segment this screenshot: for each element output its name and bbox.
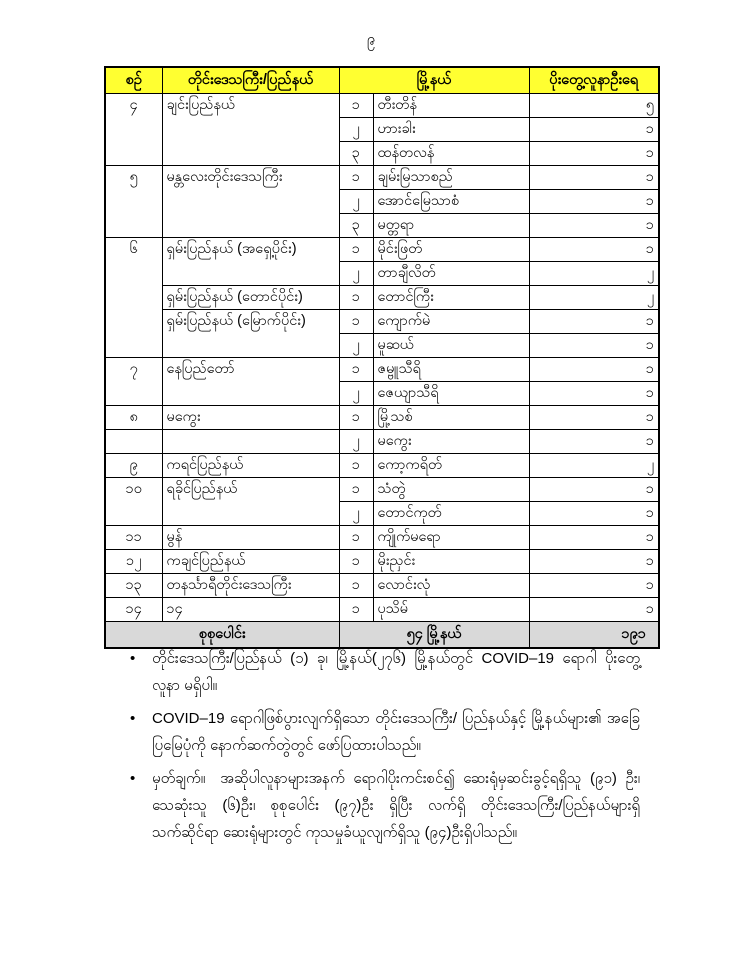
township-cell: မကွေး — [373, 430, 529, 454]
notes-list — [130, 645, 640, 852]
serial-cell: ၈ — [105, 406, 162, 430]
township-cell: အောင်မြေသာစံ — [373, 190, 529, 214]
cases-cell: ၂ — [529, 286, 659, 310]
township-no-cell: ၂ — [339, 262, 373, 286]
table-row — [105, 526, 659, 550]
cases-cell: ၁ — [529, 334, 659, 358]
cases-cell: ၂ — [529, 454, 659, 478]
region-cell: တနင်္သာရီတိုင်းဒေသကြီး — [162, 574, 339, 598]
region-cell: ရှမ်းပြည်နယ် (အရှေ့ပိုင်း) — [162, 238, 339, 286]
table-row — [105, 94, 659, 118]
region-cell — [162, 430, 339, 454]
col-header-township: မြို့နယ် — [339, 67, 529, 94]
township-cell: တီးတိန် — [373, 94, 529, 118]
township-no-cell: ၁ — [339, 286, 373, 310]
cases-cell: ၁ — [529, 478, 659, 502]
cases-cell: ၁ — [529, 598, 659, 622]
township-no-cell: ၁ — [339, 238, 373, 262]
table-row — [105, 238, 659, 262]
table-row — [105, 574, 659, 598]
serial-cell: ၁၀ — [105, 478, 162, 526]
serial-cell: ၉ — [105, 454, 162, 478]
region-cell: ရှမ်းပြည်နယ် (တောင်ပိုင်း) — [162, 286, 339, 310]
table-row — [105, 166, 659, 190]
township-no-cell: ၂ — [339, 502, 373, 526]
township-no-cell: ၁ — [339, 406, 373, 430]
cases-cell: ၁ — [529, 430, 659, 454]
township-cell: မတ္တရာ — [373, 214, 529, 238]
cases-cell: ၁ — [529, 142, 659, 166]
region-cell: ၁၄ — [162, 598, 339, 622]
total-cases-cell: ၁၉၁ — [529, 622, 659, 649]
region-cell: မန္တလေးတိုင်းဒေသကြီး — [162, 166, 339, 238]
table-row — [105, 454, 659, 478]
cases-cell: ၁ — [529, 382, 659, 406]
township-cell: ဟားခါး — [373, 118, 529, 142]
total-townships-cell: ၅၄ မြို့နယ် — [339, 622, 529, 649]
region-cell: ရှမ်းပြည်နယ် (မြောက်ပိုင်း) — [162, 310, 339, 358]
cases-cell: ၁ — [529, 190, 659, 214]
table-row — [105, 478, 659, 502]
township-no-cell: ၁ — [339, 454, 373, 478]
township-cell: ပုသိမ် — [373, 598, 529, 622]
region-cell: ရခိုင်ပြည်နယ် — [162, 478, 339, 526]
township-cell: လောင်းလုံ — [373, 574, 529, 598]
township-no-cell: ၁ — [339, 526, 373, 550]
serial-cell: ၁၂ — [105, 550, 162, 574]
cases-cell: ၂ — [529, 262, 659, 286]
cases-cell: ၁ — [529, 502, 659, 526]
table-row — [105, 598, 659, 622]
cases-cell: ၁ — [529, 310, 659, 334]
township-no-cell: ၁ — [339, 598, 373, 622]
region-cell: မကွေး — [162, 406, 339, 430]
table-row — [105, 406, 659, 430]
cases-cell: ၁ — [529, 406, 659, 430]
col-header-cases: ပိုးတွေ့လူနာဦးရေ — [529, 67, 659, 94]
bullet-marker: • — [130, 650, 136, 667]
note-text: COVID–19 ရောဂါဖြစ်ပွားလျက်ရှိသော တိုင်းဒေသကြီး/ ပြည်နယ်နှင့် မြို့နယ်များ၏ အခြေပြမြေပုံကို နောက်ဆက်တွဲတွင် ဖော်ပြထားပါသည်။ — [152, 710, 640, 754]
serial-cell — [105, 430, 162, 454]
table-header-row — [105, 67, 659, 94]
township-cell: မိုင်းဖြတ် — [373, 238, 529, 262]
township-cell: တာချီလိတ် — [373, 262, 529, 286]
serial-cell: ၅ — [105, 166, 162, 238]
township-cell: သံတွဲ — [373, 478, 529, 502]
township-no-cell: ၁ — [339, 550, 373, 574]
region-cell: မွန် — [162, 526, 339, 550]
township-cell: မူဆယ် — [373, 334, 529, 358]
page-number: ၉ — [366, 31, 376, 48]
cases-cell: ၁ — [529, 118, 659, 142]
township-no-cell: ၁ — [339, 358, 373, 382]
cases-cell: ၁ — [529, 550, 659, 574]
region-cell: ချင်းပြည်နယ် — [162, 94, 339, 166]
serial-cell: ၁၃ — [105, 574, 162, 598]
township-no-cell: ၃ — [339, 142, 373, 166]
cases-cell: ၁ — [529, 574, 659, 598]
cases-cell: ၁ — [529, 358, 659, 382]
township-cell: ကော့ကရိတ် — [373, 454, 529, 478]
note-text: မှတ်ချက်။ အဆိုပါလူနာများအနက် ရောဂါပိုးကင်းစင်၍ ဆေးရုံမှဆင်းခွင့်ရရှိသူ (၉၁) ဦး၊ သေဆုံးသူ (၆)ဦး၊ စုစုပေါင်း (၉၇)ဦး ရှိပြီး လက်ရှိ တိုင်းဒေသကြီး/ပြည်နယ်များရှိ သက်ဆိုင်ရာ ဆေးရုံများတွင် ကုသမှုခံယူလျက်ရှိသူ (၉၄)ဦးရှိပါသည်။ — [152, 770, 640, 841]
serial-cell: ၇ — [105, 358, 162, 406]
region-cell: ကချင်ပြည်နယ် — [162, 550, 339, 574]
township-cell: ဇမ္ဗူသီရိ — [373, 358, 529, 382]
note-item — [130, 765, 640, 846]
table-row — [105, 310, 659, 334]
township-no-cell: ၁ — [339, 310, 373, 334]
region-cell: ကရင်ပြည်နယ် — [162, 454, 339, 478]
table-row — [105, 430, 659, 454]
serial-cell: ၁၁ — [105, 526, 162, 550]
cases-cell: ၁ — [529, 166, 659, 190]
township-cell: မြို့သစ် — [373, 406, 529, 430]
cases-cell: ၁ — [529, 238, 659, 262]
serial-cell: ၆ — [105, 238, 162, 358]
township-no-cell: ၁ — [339, 574, 373, 598]
region-cell: နေပြည်တော် — [162, 358, 339, 406]
township-no-cell: ၂ — [339, 118, 373, 142]
township-cell: မိုးညှင်း — [373, 550, 529, 574]
township-no-cell: ၁ — [339, 166, 373, 190]
total-label-cell: စုစုပေါင်း — [105, 622, 339, 649]
table-row — [105, 358, 659, 382]
township-cell: ချမ်းမြသာစည် — [373, 166, 529, 190]
township-no-cell: ၂ — [339, 334, 373, 358]
serial-cell: ၁၄ — [105, 598, 162, 622]
cases-cell: ၅ — [529, 94, 659, 118]
table-row — [105, 550, 659, 574]
note-text: တိုင်းဒေသကြီး/ပြည်နယ် (၁) ခု၊ မြို့နယ်(၂၇၆) မြို့နယ်တွင် COVID–19 ရောဂါ ပိုးတွေ့ လူနာ မရှိပါ။ — [152, 650, 640, 694]
col-header-serial: စဉ် — [105, 67, 162, 94]
township-no-cell: ၁ — [339, 94, 373, 118]
table-row — [105, 286, 659, 310]
covid-cases-table — [104, 66, 660, 649]
township-no-cell: ၃ — [339, 214, 373, 238]
township-cell: ကျိုက်မရော — [373, 526, 529, 550]
bullet-marker: • — [130, 770, 136, 787]
township-no-cell: ၁ — [339, 478, 373, 502]
serial-cell: ၄ — [105, 94, 162, 166]
township-no-cell: ၂ — [339, 382, 373, 406]
township-no-cell: ၂ — [339, 430, 373, 454]
township-no-cell: ၂ — [339, 190, 373, 214]
bullet-marker: • — [130, 710, 136, 727]
cases-cell: ၁ — [529, 526, 659, 550]
cases-cell: ၁ — [529, 214, 659, 238]
note-item — [130, 645, 640, 699]
township-cell: ဇေယျာသီရိ — [373, 382, 529, 406]
township-cell: ထန်တလန် — [373, 142, 529, 166]
col-header-region: တိုင်းဒေသကြီး/ပြည်နယ် — [162, 67, 339, 94]
township-cell: တောင်ကုတ် — [373, 502, 529, 526]
township-cell: တောင်ကြီး — [373, 286, 529, 310]
note-item — [130, 705, 640, 759]
township-cell: ကျောက်မဲ — [373, 310, 529, 334]
